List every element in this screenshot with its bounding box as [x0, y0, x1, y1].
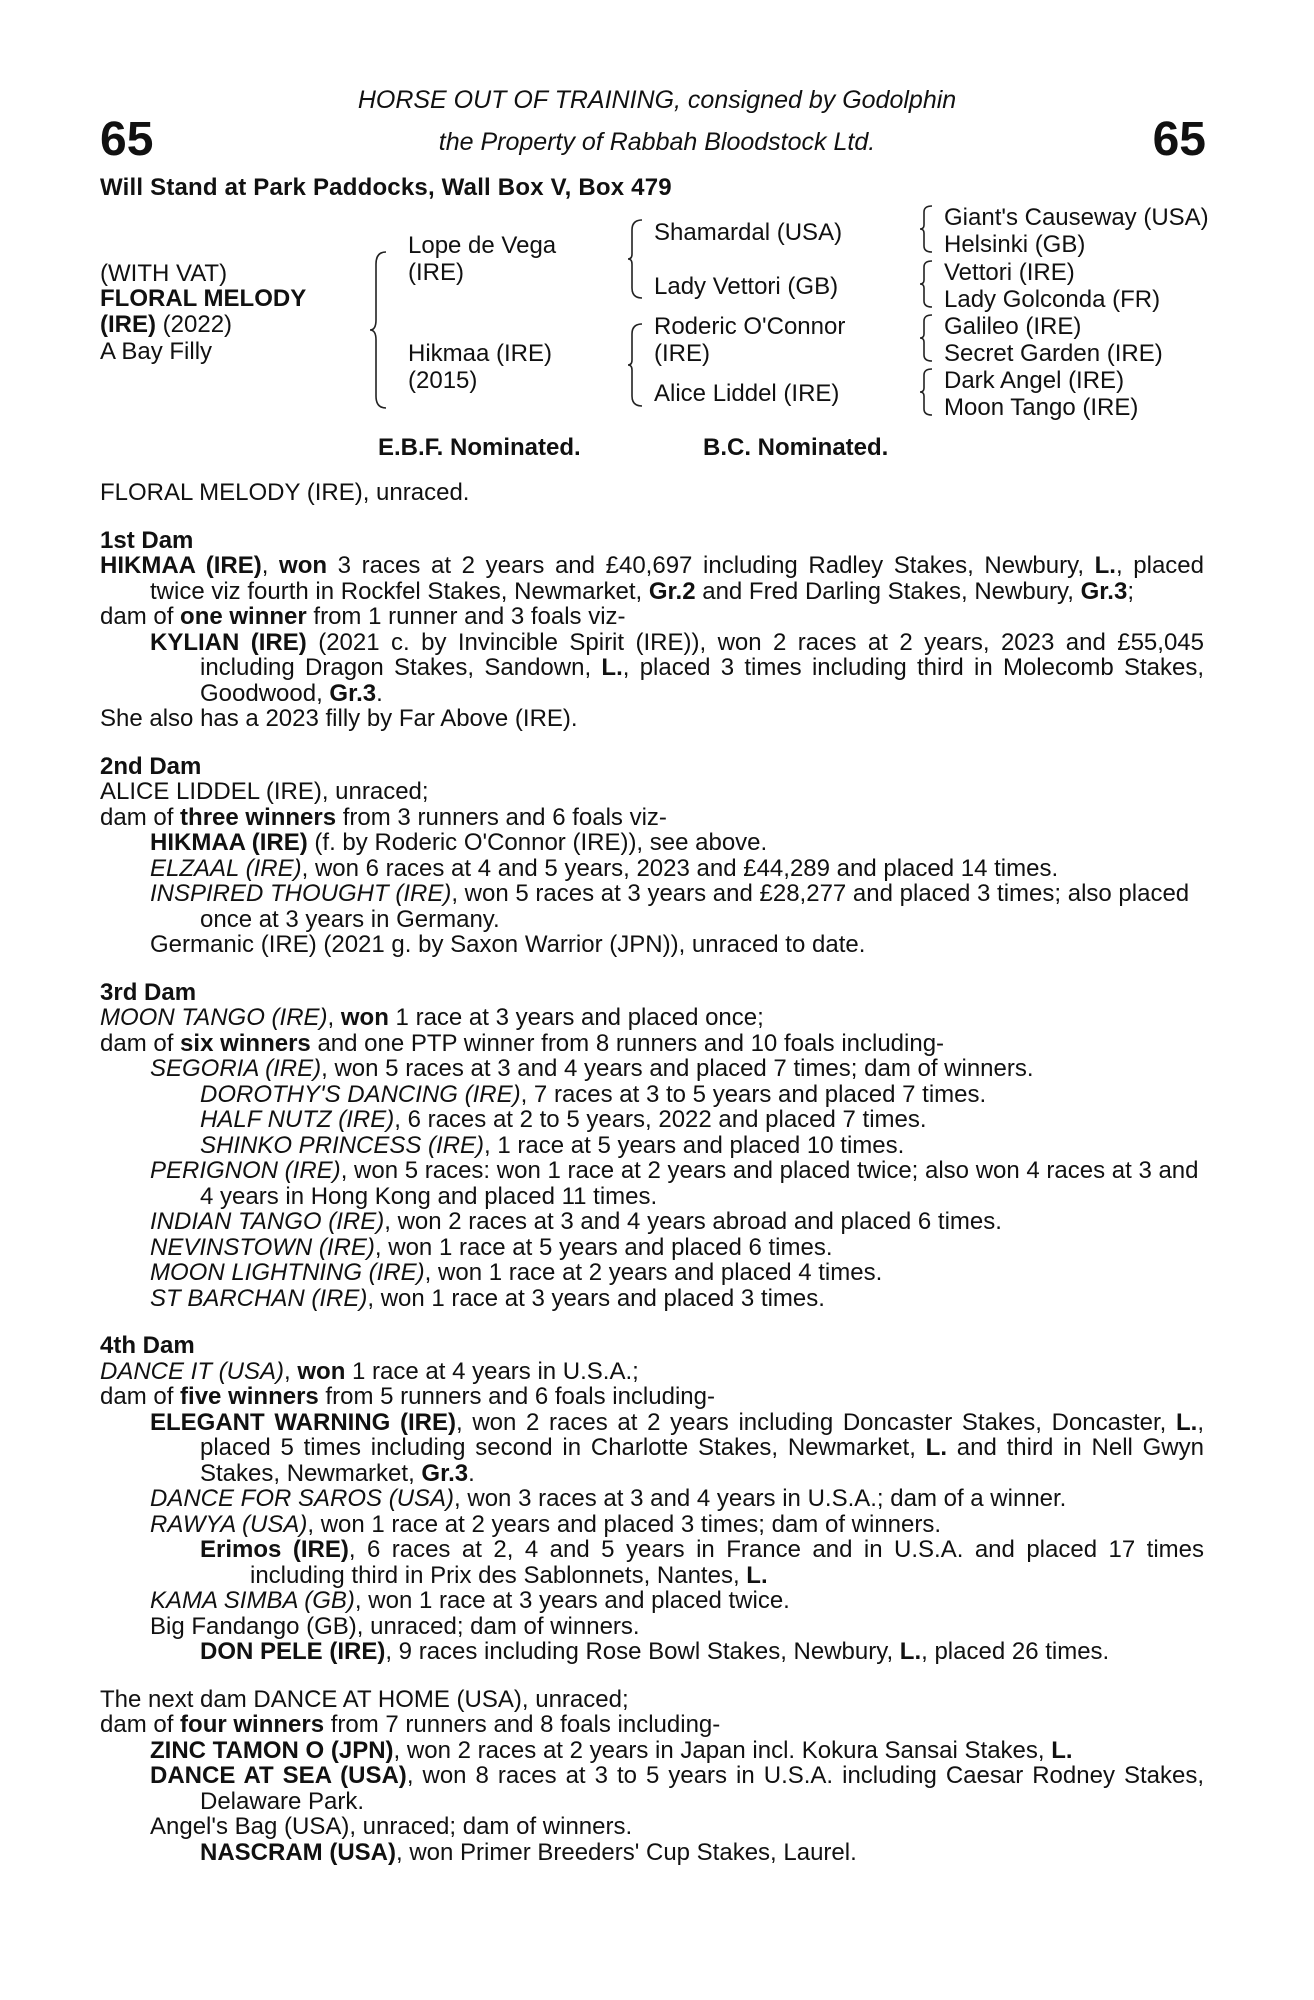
granddam-maternal: Alice Liddel (IRE): [654, 380, 840, 407]
brace-ggp-4: [920, 367, 934, 419]
produce-kylian: KYLIAN (IRE) (2021 c. by Invincible Spirit (IRE)), won 2 races at 2 years, 2023 and £55,045 including Dragon Stakes, Sandown, L., placed 3 times including third in Molecomb Stakes, Goodwood, Gr.3.: [150, 628, 1204, 707]
brace-ggp-1: [920, 204, 934, 256]
first-dam-heading: 1st Dam: [100, 526, 194, 554]
horse-name: FLORAL MELODY: [100, 285, 307, 312]
produce-elegant-warning: ELEGANT WARNING (IRE), won 2 races at 2 years including Doncaster Stakes, Doncaster, L., placed 5 times including second in Charlotte Stakes, Newmarket, L. and third in Nell Gwyn Stakes, Newmarket, Gr.3.: [150, 1408, 1204, 1487]
dam-line2: (2015): [408, 367, 478, 394]
next-dam-produce-summary: dam of four winners from 7 runners and 8 foals including-: [100, 1711, 721, 1738]
brace-sire-dam: [370, 250, 390, 410]
grandsire-maternal-line1: Roderic O'Connor: [654, 313, 846, 340]
next-dam-entry: The next dam DANCE AT HOME (USA), unraced;: [100, 1685, 629, 1713]
sire-line1: Lope de Vega: [408, 232, 557, 259]
horse-name-year: (IRE) (2022): [100, 311, 233, 338]
second-dam-produce-summary: dam of three winners from 3 runners and 6 foals viz-: [100, 803, 667, 831]
ggp-6: Secret Garden (IRE): [944, 340, 1163, 367]
produce-dorothys-dancing: DOROTHY'S DANCING (IRE), 7 races at 3 to 5 years and placed 7 times.: [200, 1080, 987, 1108]
ggp-1: Giant's Causeway (USA): [944, 204, 1209, 231]
produce-dance-at-sea: DANCE AT SEA (USA), won 8 races at 3 to 5 years in U.S.A. including Caesar Rodney Stakes, Delaware Park.: [150, 1762, 1205, 1815]
produce-angels-bag: Angel's Bag (USA), unraced; dam of winners.: [150, 1813, 633, 1840]
first-dam-produce-summary: dam of one winner from 1 runner and 3 foals viz-: [100, 603, 626, 630]
produce-half-nutz: HALF NUTZ (IRE), 6 races at 2 to 5 years, 2022 and placed 7 times.: [200, 1106, 927, 1133]
first-dam-also: She also has a 2023 filly by Far Above (IRE).: [100, 705, 578, 732]
intro-line: FLORAL MELODY (IRE), unraced.: [100, 479, 470, 506]
produce-rawya: RAWYA (USA), won 1 race at 2 years and placed 3 times; dam of winners.: [150, 1510, 942, 1538]
produce-germanic: Germanic (IRE) (2021 g. by Saxon Warrior (JPN)), unraced to date.: [150, 931, 866, 958]
produce-zinc-tamon-o: ZINC TAMON O (JPN), won 2 races at 2 years in Japan incl. Kokura Sansai Stakes, L.: [150, 1736, 1073, 1764]
brace-sire-parents: [628, 218, 644, 300]
ggp-7: Dark Angel (IRE): [944, 367, 1125, 394]
brace-ggp-3: [920, 313, 934, 365]
third-dam-produce-summary: dam of six winners and one PTP winner from 8 runners and 10 foals including-: [100, 1029, 945, 1057]
third-dam-heading: 3rd Dam: [100, 978, 197, 1006]
produce-nascram: NASCRAM (USA), won Primer Breeders' Cup Stakes, Laurel.: [200, 1838, 857, 1866]
sire-line2: (IRE): [408, 259, 464, 286]
produce-moon-lightning: MOON LIGHTNING (IRE), won 1 race at 2 years and placed 4 times.: [150, 1259, 883, 1286]
third-dam-entry: MOON TANGO (IRE), won 1 race at 3 years and placed once;: [100, 1004, 764, 1031]
ebf-nominated: E.B.F. Nominated.: [378, 434, 581, 461]
stand-location: Will Stand at Park Paddocks, Wall Box V, Box 479: [100, 174, 672, 201]
granddam-paternal: Lady Vettori (GB): [654, 273, 839, 300]
ggp-8: Moon Tango (IRE): [944, 394, 1139, 421]
produce-st-barchan: ST BARCHAN (IRE), won 1 race at 3 years and placed 3 times.: [150, 1284, 825, 1312]
consignor-line: HORSE OUT OF TRAINING, consigned by Godolphin: [357, 86, 957, 114]
ggp-5: Galileo (IRE): [944, 313, 1082, 340]
produce-hikmaa: HIKMAA (IRE) (f. by Roderic O'Connor (IRE)), see above.: [150, 829, 768, 856]
produce-indian-tango: INDIAN TANGO (IRE), won 2 races at 3 and 4 years abroad and placed 6 times.: [150, 1208, 1002, 1235]
produce-big-fandango: Big Fandango (GB), unraced; dam of winners.: [150, 1612, 640, 1640]
fourth-dam-produce-summary: dam of five winners from 5 runners and 6 foals including-: [100, 1383, 715, 1410]
dam-line1: Hikmaa (IRE): [408, 340, 553, 367]
produce-segoria: SEGORIA (IRE), won 5 races at 3 and 4 years and placed 7 times; dam of winners.: [150, 1055, 1034, 1082]
ggp-4: Lady Golconda (FR): [944, 286, 1161, 313]
ggp-2: Helsinki (GB): [944, 231, 1086, 258]
second-dam-entry: ALICE LIDDEL (IRE), unraced;: [100, 778, 429, 805]
pedigree-notes: [100, 480, 1204, 1865]
first-dam-entry: HIKMAA (IRE), won 3 races at 2 years and £40,697 including Radley Stakes, Newbury, L., placed twice viz fourth in Rockfel Stakes, Newmarket, Gr.2 and Fred Darling Stakes, Newbury, Gr.3;: [100, 552, 1204, 605]
second-dam-heading: 2nd Dam: [100, 752, 202, 780]
vat-label: (WITH VAT): [100, 260, 228, 287]
grandsire-paternal: Shamardal (USA): [654, 219, 843, 246]
ggp-3: Vettori (IRE): [944, 259, 1075, 286]
grandsire-maternal-line2: (IRE): [654, 340, 710, 367]
produce-perignon: PERIGNON (IRE), won 5 races: won 1 race at 2 years and placed twice; also won 4 races at 3 and 4 years in Hong Kong and placed 11 times.: [150, 1157, 1199, 1210]
produce-don-pele: DON PELE (IRE), 9 races including Rose Bowl Stakes, Newbury, L., placed 26 times.: [200, 1638, 1110, 1665]
produce-kama-simba: KAMA SIMBA (GB), won 1 race at 3 years and placed twice.: [150, 1587, 790, 1614]
fourth-dam-heading: 4th Dam: [100, 1332, 195, 1359]
property-line: the Property of Rabbah Bloodstock Ltd.: [438, 128, 876, 156]
lot-number-right: 65: [1152, 113, 1206, 166]
produce-dance-for-saros: DANCE FOR SAROS (USA), won 3 races at 3 and 4 years in U.S.A.; dam of a winner.: [150, 1485, 1067, 1512]
fourth-dam-entry: DANCE IT (USA), won 1 race at 4 years in U.S.A.;: [100, 1357, 639, 1385]
produce-nevinstown: NEVINSTOWN (IRE), won 1 race at 5 years and placed 6 times.: [150, 1233, 833, 1261]
brace-dam-parents: [628, 322, 644, 408]
brace-ggp-2: [920, 259, 934, 311]
produce-erimos: Erimos (IRE), 6 races at 2, 4 and 5 years in France and in U.S.A. and placed 17 times including third in Prix des Sablonnets, Nantes, L.: [200, 1536, 1204, 1589]
produce-elzaal: ELZAAL (IRE), won 6 races at 4 and 5 years, 2023 and £44,289 and placed 14 times.: [150, 854, 1059, 882]
lot-number-left: 65: [100, 113, 154, 166]
produce-shinko-princess: SHINKO PRINCESS (IRE), 1 race at 5 years and placed 10 times.: [200, 1131, 905, 1159]
horse-sex: A Bay Filly: [100, 338, 213, 365]
bc-nominated: B.C. Nominated.: [703, 434, 889, 461]
produce-inspired-thought: INSPIRED THOUGHT (IRE), won 5 races at 3 years and £28,277 and placed 3 times; also placed once at 3 years in Germany.: [150, 880, 1190, 933]
